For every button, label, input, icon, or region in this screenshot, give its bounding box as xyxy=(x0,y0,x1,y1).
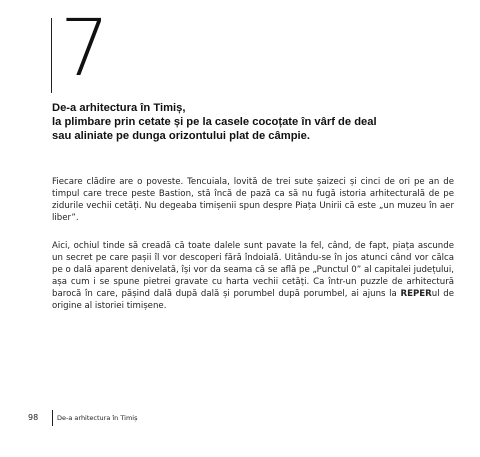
title-line-3: sau aliniate pe dunga orizontului plat de câmpie. xyxy=(52,130,310,142)
title-line-1: De-a arhitectura în Timiș, xyxy=(52,102,186,114)
paragraph-2-end: ul de origine al istoriei timișene. xyxy=(52,289,454,311)
chapter-title xyxy=(52,101,452,143)
paragraph-1: Fiecare clădire are o poveste. Tencuiala, lovită de trei sute șaizeci și cinci de ori pe an de timpul care trece peste Bastion, stă încă de pază ca să nu fugă istoria arhitecturală de pe zidurile vechii cetăți. Nu degeaba timișenii spun despre Piața Unirii că este „un muzeu în aer liber”. xyxy=(52,177,454,223)
chapter-rule xyxy=(51,18,52,93)
paragraph-2 xyxy=(52,240,454,312)
reper-emphasis: REPER xyxy=(400,289,432,299)
running-title: De-a arhitectura în Timiș xyxy=(57,414,138,422)
title-line-2: la plimbare prin cetate și pe la casele cocoțate în vârf de deal xyxy=(52,116,377,128)
page-number: 98 xyxy=(28,413,39,422)
footer-rule xyxy=(52,410,53,426)
chapter-number: 7 xyxy=(60,4,108,94)
paragraph-2-text: Aici, ochiul tinde să creadă că toate dalele sunt pavate la fel, când, de fapt, piața ascunde un secret pe care pașii îl vor descoperi fără îndoială. Uitându-se în jos atunci când vor călca pe o dală aparent denivelată, își vor da seama că se află pe „Punctul 0” al capitalei județului, așa cum i se spune pietrei gravate cu harta vechii cetăți. Ca într-un puzzle de arhitectură barocă în care, pășind dală după dală și porumbel după porumbel, ai ajuns la xyxy=(52,241,454,299)
